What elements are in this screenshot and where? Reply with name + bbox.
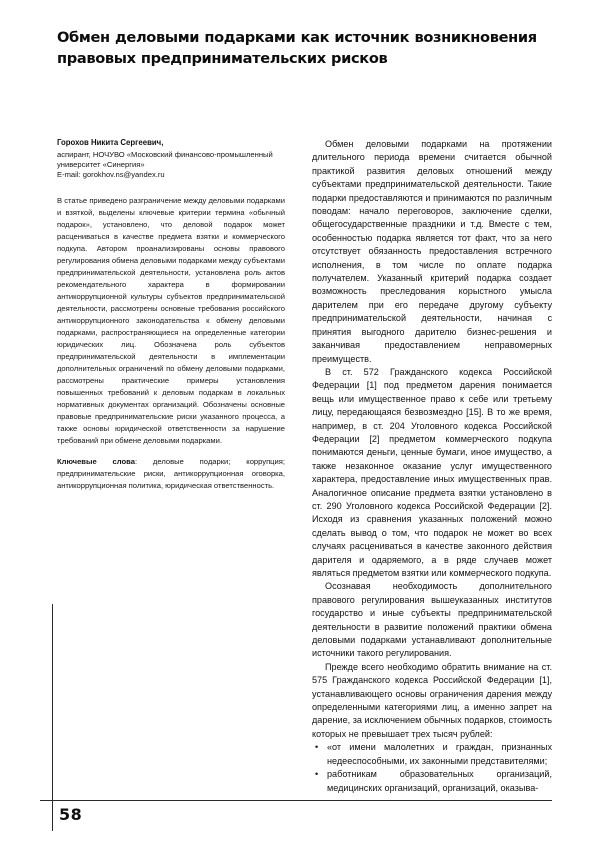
main-body-text	[312, 138, 552, 795]
footer-horizontal-rule	[40, 800, 552, 801]
author-email: E-mail: gorokhov.ns@yandex.ru	[57, 170, 165, 180]
title-block	[57, 28, 552, 69]
keywords-block	[57, 456, 285, 492]
list-item: • «от имени малолетних и граждан, признанных недееспособными, их законными представителями;	[312, 741, 552, 768]
footer-vertical-rule	[52, 604, 53, 831]
author-block	[57, 138, 285, 181]
page-number: 58	[59, 805, 83, 824]
list-item: • работникам образовательных организаций, медицинских организаций, организаций, оказыва-	[312, 768, 552, 795]
page-title: Обмен деловыми подарками как источник возникновения правовых предпринимательских рисков	[57, 29, 537, 67]
restriction-list	[312, 741, 552, 795]
body-paragraph: Обмен деловыми подарками на протяжении длительного периода времени считается обычной практикой развития деловых отношений между субъектами предпринимательской деятельности. Такие подарки предоставляются и принимаются по различным поводам: начало переговоров, заключение сделки, общегосударственные праздники и т.д. Вместе с тем, особенностью подарка является тот факт, что за него отсутствует обязанность предоставления встречного исполнения, в том числе по оплате подарка получателем. Указанный критерий подарка создает возможность преследования корыстного умысла дарителем при его передаче другому субъекту предпринимательской деятельности, начиная с принятия выгодного дарителю бизнес-решения и заканчивая предоставлением неправомерных преимуществ.	[312, 139, 552, 364]
keywords-text: : деловые подарки; коррупция; предпринимательские риски, антикоррупционная оговорка, антикоррупционная политика, юридическая ответственность.	[57, 456, 285, 490]
body-paragraph: Осознавая необходимость дополнительного правового регулирования вышеуказанных институтов государство и иные субъекты предпринимательской деятельности в развитие положений практики обмена деловыми подарками устанавливают дополнительные источники такого регулирования.	[312, 581, 552, 659]
author-affiliation-line-1: аспирант, НОЧУВО «Московский финансово-промышленный	[57, 149, 273, 159]
body-paragraph: В ст. 572 Гражданского кодекса Российской Федерации [1] под предметом дарения понимается вещь или имущественное право к себе или третьему лицу, передающаяся безвозмездно [15]. В то же время, например, в ст. 204 Уголовного кодекса Российской Федерации [2] предметом коммерческого подкупа понимаются деньги, ценные бумаги, иное имущество, а также незаконное оказание услуг имущественного характера, предоставление иных имущественных прав. Аналогичное описание предмета взятки установлено в ст. 290 Уголовного кодекса Российской Федерации [2]. Исходя из сравнения указанных положений можно сделать вывод о том, что подарок не может во всех случаях расцениваться в качестве законного действия дарителя и одаряемого, а в ряде случаев может являться предметом взятки или коммерческого подкупа.	[312, 366, 552, 578]
author-name: Горохов Никита Сергеевич,	[57, 138, 164, 147]
author-affiliation-line-2: университет «Синергия»	[57, 159, 145, 169]
keywords-label: Ключевые слова	[57, 456, 135, 466]
right-column	[312, 138, 552, 795]
left-column	[57, 138, 285, 492]
abstract-text: В статье приведено разграничение между деловыми подарками и взяткой, выделены ключевые критерии термина «обычный подарок», установлено, что деловой подарок может расцениваться в качестве предмета взятки и коммерческого подкупа. Автором проанализированы основы правового регулирования обмена деловыми подарками между субъектами предпринимательской деятельности, установлена роль актов рекомендательного характера в формировании антикоррупционной культуры субъектов предпринимательской деятельности, рассмотрены основные требования российского антикоррупционного законодательства к обмену деловыми подарками, распространяющиеся на определенные категории юридических лиц. Обозначена роль субъектов предпринимательской деятельности в имплементации дополнительных ограничений по обмену деловыми подарками, рассмотрены практические примеры установления повышенных требований к деловым подаркам в локальных нормативных документах организаций. Обозначены основные правовые предпринимательские риски указанного процесса, а также основы юридической ответственности за нарушение требований при обмене деловыми подарками.	[57, 195, 285, 445]
body-paragraph: Прежде всего необходимо обратить внимание на ст. 575 Гражданского кодекса Российской Федерации [1], устанавливающего основы ограничения дарения между определенными категориями лиц, а именно запрет на дарение, за исключением обычных подарков, стоимость которых не превышает трех тысяч рублей:	[312, 661, 552, 739]
abstract-block	[57, 195, 285, 447]
